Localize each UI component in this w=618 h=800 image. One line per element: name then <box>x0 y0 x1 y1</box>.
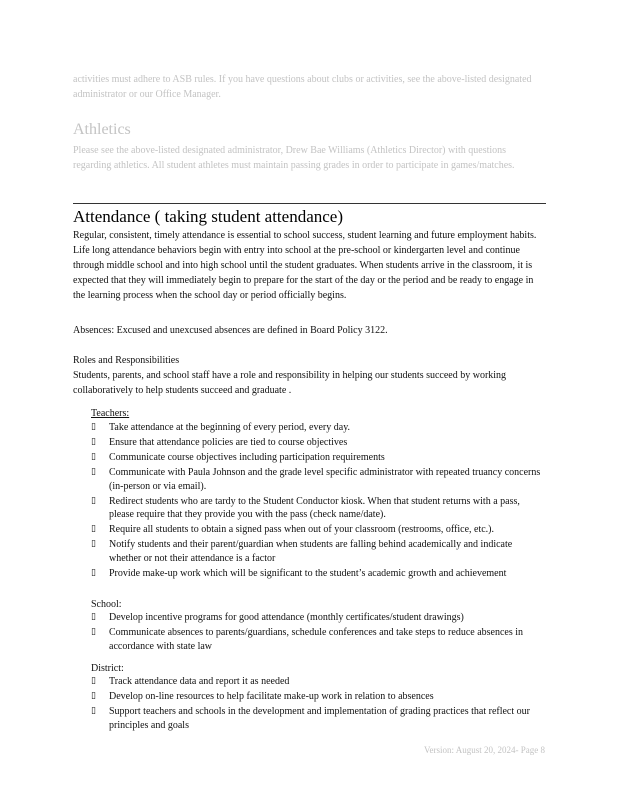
list-item: ▯ Communicate absences to parents/guardians, schedule conferences and take steps to reduce absences in accordance with state law <box>91 627 524 652</box>
district-list <box>91 675 546 734</box>
bullet-icon: ▯ <box>91 691 96 701</box>
bullet-icon: ▯ <box>91 612 96 622</box>
list-item: ▯ Develop incentive programs for good attendance (monthly certificates/student drawings) <box>91 612 464 623</box>
bullet-icon: ▯ <box>91 437 96 447</box>
teachers-heading: Teachers: <box>91 408 130 419</box>
bullet-icon: ▯ <box>91 452 96 462</box>
list-item: ▯ Support teachers and schools in the development and implementation of grading practices that reflect our principles and goals <box>91 706 530 731</box>
intro-paragraph: activities must adhere to ASB rules. If you have questions about clubs or activities, see the above-listed designated administrator or our Office Manager. <box>73 74 532 100</box>
bullet-icon: ▯ <box>91 467 96 477</box>
list-item: ▯ Ensure that attendance policies are tied to course objectives <box>91 437 348 448</box>
bullet-icon: ▯ <box>91 627 96 637</box>
district-heading: District: <box>91 663 124 674</box>
roles-section <box>73 353 545 398</box>
list-item: ▯ Provide make-up work which will be significant to the student’s academic growth and achievement <box>91 567 507 579</box>
roles-heading: Roles and Responsibilities <box>73 355 180 366</box>
attendance-intro-paragraph: Regular, consistent, timely attendance is essential to school success, student learning and future employment habits. Life long attendance behaviors begin with entry into school at the pre-school or kindergarten level and continue through middle school and into high school until the student graduates. When students arrive in the classroom, it is expected that they will immediately begin to prepare for the start of the day or the period and be ready to engage in the learning process when the school day or period officially begins. <box>73 230 537 301</box>
list-item: ▯ Take attendance at the beginning of every period, every day. <box>91 422 351 433</box>
bullet-icon: ▯ <box>91 495 96 506</box>
school-heading: School: <box>91 599 122 610</box>
list-item: ▯ Redirect students who are tardy to the Student Conductor kiosk. When that student returns with a pass, please require that they provide you with the pass (check name/date). <box>91 495 520 520</box>
page-footer: Version: August 20, 2024- Page 8 <box>424 745 545 755</box>
bullet-icon: ▯ <box>91 706 96 716</box>
athletics-heading: Athletics <box>73 121 131 138</box>
list-item: ▯ Require all students to obtain a signed pass when out of your classroom (restrooms, office, etc.). <box>91 524 495 535</box>
roles-paragraph: Students, parents, and school staff have a role and responsibility in helping our students succeed by working collaboratively to help students succeed and graduate . <box>73 370 507 396</box>
section-divider <box>73 203 546 204</box>
bullet-icon: ▯ <box>91 676 96 686</box>
attendance-heading: Attendance ( taking student attendance) <box>73 207 343 226</box>
bullet-icon: ▯ <box>91 422 96 432</box>
absences-paragraph: Absences: Excused and unexcused absences are defined in Board Policy 3122. <box>73 325 388 336</box>
list-item: ▯ Track attendance data and report it as needed <box>91 676 290 687</box>
teachers-list <box>91 421 546 582</box>
list-item: ▯ Develop on-line resources to help facilitate make-up work in relation to absences <box>91 691 434 702</box>
bullet-icon: ▯ <box>91 524 96 534</box>
school-list <box>91 611 546 655</box>
bullet-icon: ▯ <box>91 567 96 578</box>
athletics-paragraph: Please see the above-listed designated administrator, Drew Bae Williams (Athletics Director) with questions regarding athletics. All student athletes must maintain passing grades in order to participate in games/matches. <box>73 145 515 171</box>
list-item: ▯ Notify students and their parent/guardian when students are falling behind academically and indicate whether or not their attendance is a factor <box>91 539 513 564</box>
bullet-icon: ▯ <box>91 539 96 549</box>
list-item: ▯ Communicate course objectives including participation requirements <box>91 452 385 463</box>
list-item: ▯ Communicate with Paula Johnson and the grade level specific administrator with repeated truancy concerns (in-person or via email). <box>91 467 541 492</box>
